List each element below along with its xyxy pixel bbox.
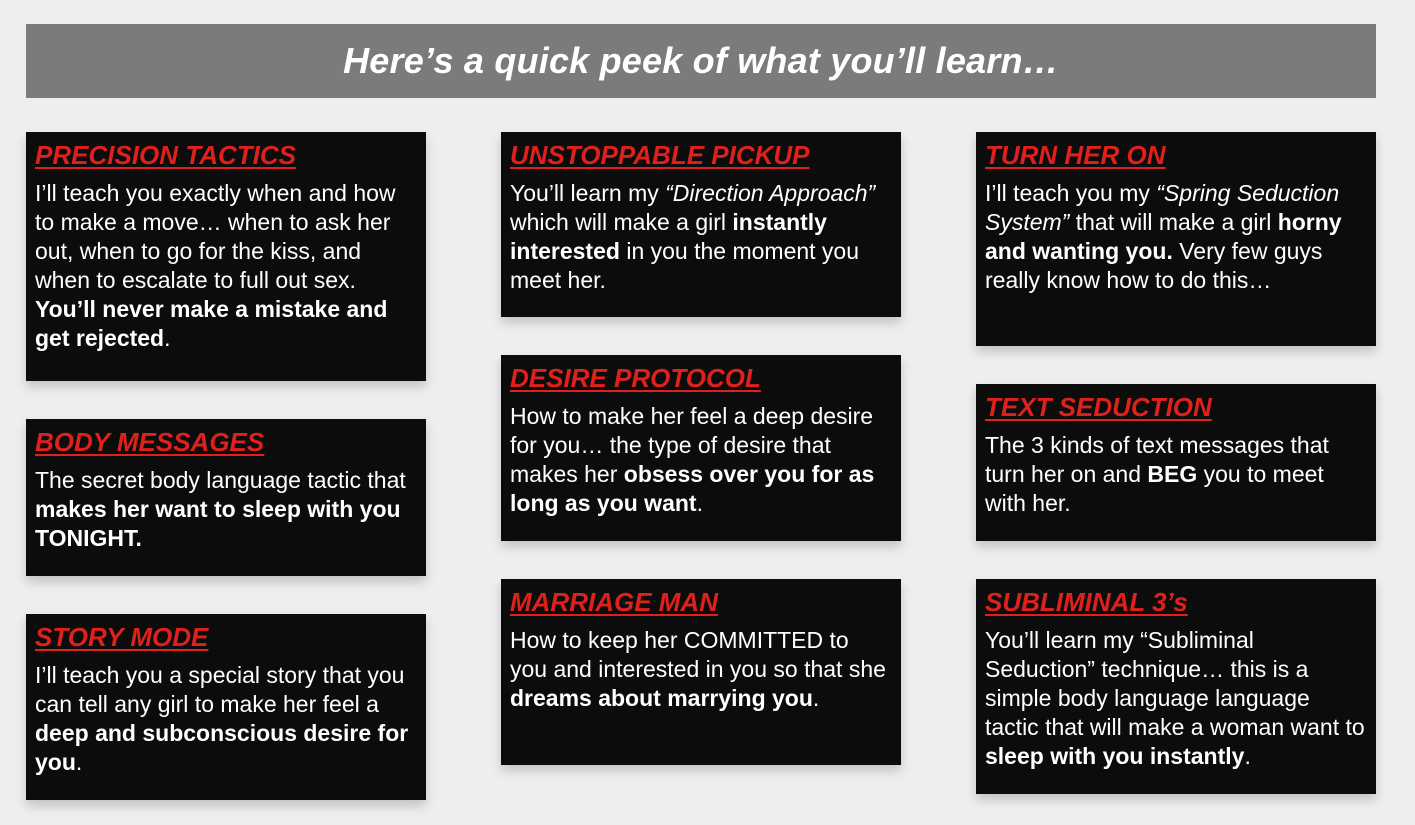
card-title: DESIRE PROTOCOL [510, 363, 761, 393]
card-body-messages [26, 419, 426, 576]
card-body: You’ll learn my “Subliminal Seduction” technique… this is a simple body language language tactic that will make a woman want to sleep with you instantly. [985, 627, 1365, 769]
card-turn-her-on [976, 132, 1376, 346]
card-title: PRECISION TACTICS [35, 140, 296, 170]
card-body: The secret body language tactic that makes her want to sleep with you TONIGHT. [35, 467, 406, 551]
card-precision-tactics [26, 132, 426, 381]
card-body: I’ll teach you a special story that you can tell any girl to make her feel a deep and subconscious desire for you. [35, 662, 409, 775]
card-subliminal-3s [976, 579, 1376, 794]
card-marriage-man [501, 579, 901, 765]
card-body: You’ll learn my “Direction Approach” which will make a girl instantly interested in you the moment you meet her. [510, 180, 876, 293]
card-story-mode [26, 614, 426, 800]
card-title: BODY MESSAGES [35, 427, 265, 457]
card-body: The 3 kinds of text messages that turn her on and BEG you to meet with her. [985, 432, 1329, 516]
card-title: MARRIAGE MAN [510, 587, 718, 617]
card-title: SUBLIMINAL 3’s [985, 587, 1188, 617]
card-body: How to make her feel a deep desire for you… the type of desire that makes her obsess over you for as long as you want. [510, 403, 875, 516]
card-body: I’ll teach you exactly when and how to make a move… when to ask her out, when to go for the kiss, and when to escalate to full out sex. You’ll never make a mistake and get rejected. [35, 180, 396, 351]
card-text-seduction [976, 384, 1376, 541]
page-title: Here’s a quick peek of what you’ll learn… [343, 40, 1059, 81]
card-title: TURN HER ON [985, 140, 1166, 170]
card-body: How to keep her COMMITTED to you and interested in you so that she dreams about marrying you. [510, 627, 886, 711]
card-title: STORY MODE [35, 622, 209, 652]
card-body: I’ll teach you my “Spring Seduction System” that will make a girl horny and wanting you. Very few guys really know how to do this… [985, 180, 1342, 293]
card-unstoppable-pickup [501, 132, 901, 317]
header-banner [26, 24, 1376, 98]
card-title: UNSTOPPABLE PICKUP [510, 140, 810, 170]
card-title: TEXT SEDUCTION [985, 392, 1212, 422]
card-desire-protocol [501, 355, 901, 541]
